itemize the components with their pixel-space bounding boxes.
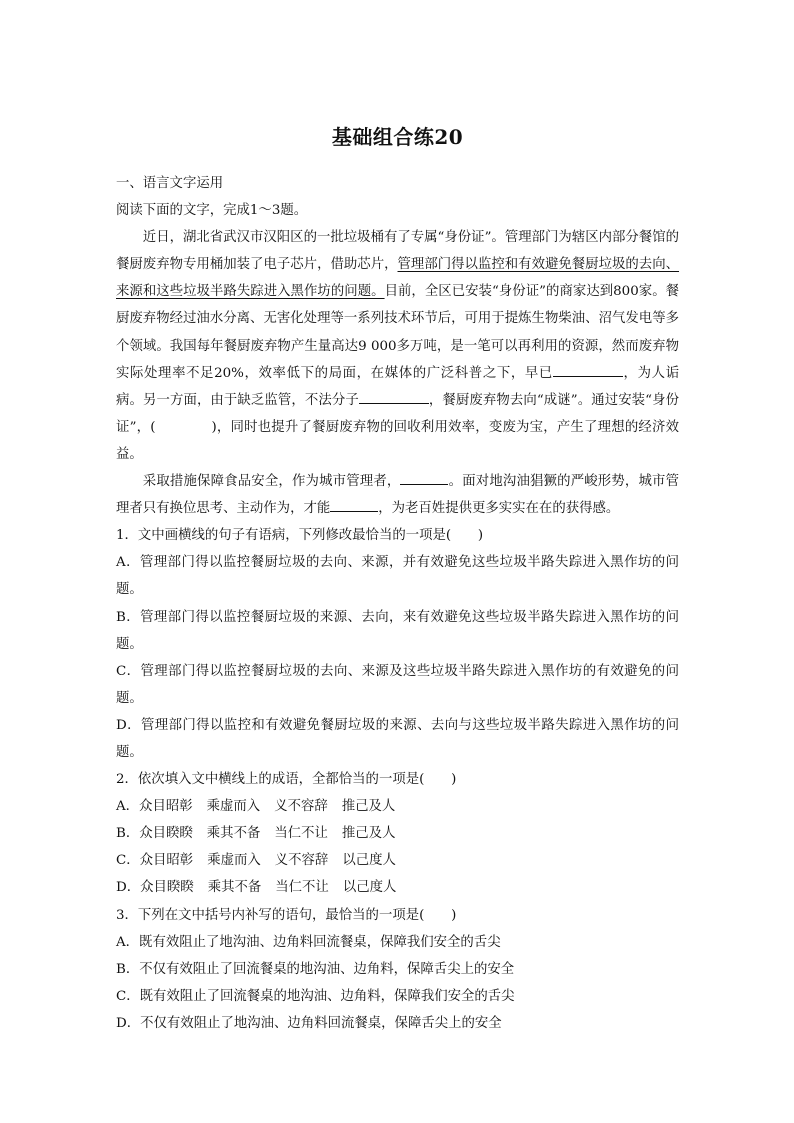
question-2-option-c bbox=[116, 847, 679, 874]
question-1-option-b: B．管理部门得以监控餐厨垃圾的来源、去向，来有效避免这些垃圾半路失踪进入黑作坊的问题。 bbox=[116, 609, 679, 652]
passage-paragraph-2 bbox=[116, 468, 679, 522]
underlined-sentence: 管理部门得以监控和有效避免餐厨垃圾的去向、来源和这些垃圾半路失踪进入黑作坊的问题。 bbox=[116, 257, 680, 300]
idiom: 推己及人 bbox=[341, 799, 396, 815]
passage-text: 目前，全区已安装“身份证”的商家达到800家。餐厨废弃物经过油水分离、无害化处理等一系列技术环节后，可用于提炼生物柴油、沼气发电等多个领域。我国每年餐厨废弃物产生量高达9 000多万吨，是一笔可以再利用的资源，然而废弃物实际处理率不足20%，效率低下的局面，在媒体的广泛科普之下，早已 bbox=[116, 284, 680, 381]
idiom: D．众目睽睽 bbox=[116, 880, 194, 896]
question-1-option-a: A．管理部门得以监控餐厨垃圾的去向、来源，并有效避免这些垃圾半路失踪进入黑作坊的问题。 bbox=[116, 555, 679, 598]
question-3-option-c: C．既有效阻止了回流餐桌的地沟油、边角料，保障我们安全的舌尖 bbox=[116, 988, 515, 1004]
idiom: 乘虚而入 bbox=[206, 799, 261, 815]
question-2-stem: 2．依次填入文中横线上的成语，全都恰当的一项是( ) bbox=[116, 772, 457, 788]
idiom: 乘其不备 bbox=[206, 826, 261, 842]
question-3-option-b: B．不仅有效阻止了回流餐桌的地沟油、边角料，保障舌尖上的安全 bbox=[116, 961, 515, 977]
fill-blank-1 bbox=[553, 362, 623, 377]
question-1-option-d: D．管理部门得以监控和有效避免餐厨垃圾的来源、去向与这些垃圾半路失踪进入黑作坊的问题。 bbox=[116, 717, 679, 760]
idiom: 当仁不让 bbox=[275, 880, 329, 896]
passage-text: 。面对地沟油猖獗的严峻形势，城市管理者只有换位思考、主动作为，才能 bbox=[116, 474, 680, 517]
question-2-option-a bbox=[116, 793, 679, 820]
idiom: 推己及人 bbox=[341, 826, 396, 842]
question-2-option-b bbox=[116, 820, 679, 847]
question-3-option-a: A．既有效阻止了地沟油、边角料回流餐桌，保障我们安全的舌尖 bbox=[116, 934, 501, 950]
passage-text: 近日，湖北省武汉市汉阳区的一批垃圾桶有了专属“身份证”。管理部门为辖区内部分餐馆的餐厨废弃物专用桶加装了电子芯片，借助芯片， bbox=[116, 230, 679, 273]
passage-text: ，为人诟病。另一方面，由于缺乏监管，不法分子 bbox=[116, 365, 679, 408]
idiom: 以己度人 bbox=[342, 880, 397, 896]
fill-blank-4 bbox=[330, 497, 378, 512]
passage-text: ，为老百姓提供更多实实在在的获得感。 bbox=[378, 501, 620, 517]
page-title: 基础组合练20 bbox=[331, 125, 464, 149]
idiom: A．众目昭彰 bbox=[116, 799, 193, 815]
section-heading: 一、语言文字运用 bbox=[116, 176, 224, 191]
passage-text: 采取措施保障食品安全，作为城市管理者， bbox=[142, 474, 401, 490]
question-2-option-d bbox=[116, 874, 679, 901]
document-content bbox=[116, 122, 679, 1037]
idiom: C．众目昭彰 bbox=[116, 853, 194, 869]
idiom: 义不容辞 bbox=[274, 799, 328, 815]
question-1-option-c: C．管理部门得以监控餐厨垃圾的去向、来源及这些垃圾半路失踪进入黑作坊的有效避免的问题。 bbox=[116, 663, 679, 706]
idiom: 当仁不让 bbox=[274, 826, 328, 842]
idiom: 以己度人 bbox=[342, 853, 396, 869]
passage-text: )，同时也提升了餐厨废弃物的回收利用效率，变废为宝，产生了理想的经济效益。 bbox=[116, 419, 679, 462]
passage-text: ，餐厨废弃物去向“成谜”。通过安装“身份证”，( bbox=[116, 392, 679, 435]
question-1-stem: 1．文中画横线的句子有语病，下列修改最恰当的一项是( ) bbox=[116, 528, 484, 544]
fill-blank-3 bbox=[400, 470, 448, 485]
fill-blank-2 bbox=[359, 389, 429, 404]
passage-paragraph-1 bbox=[116, 224, 679, 468]
question-3-option-d: D．不仅有效阻止了地沟油、边角料回流餐桌，保障舌尖上的安全 bbox=[116, 1015, 502, 1031]
instruction-text: 阅读下面的文字，完成1～3题。 bbox=[116, 203, 308, 219]
question-3-stem: 3．下列在文中括号内补写的语句，最恰当的一项是( ) bbox=[116, 907, 457, 923]
idiom: 乘其不备 bbox=[207, 880, 262, 896]
idiom: 义不容辞 bbox=[274, 853, 329, 869]
idiom: B．众目睽睽 bbox=[116, 826, 193, 842]
idiom: 乘虚而入 bbox=[207, 853, 261, 869]
